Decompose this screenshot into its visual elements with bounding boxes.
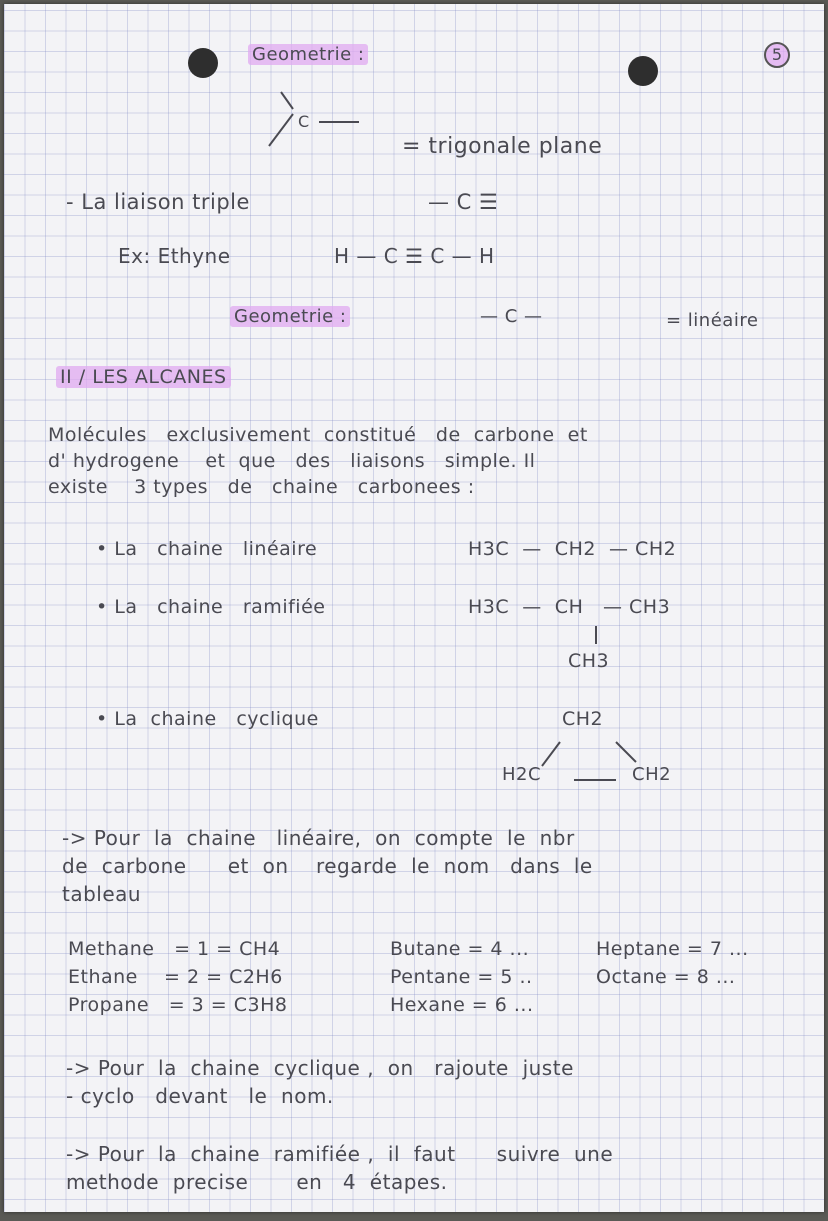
triple-bond-label: - La liaison triple (66, 190, 250, 214)
ethyne-example-label: Ex: Ethyne (118, 244, 231, 268)
intro-line-2: d' hydrogene et que des liaisons simple. Il (48, 450, 536, 472)
section-title: II / LES ALCANES (56, 366, 231, 388)
page-number: 5 (764, 42, 790, 68)
branched-chain-label: • La chaine ramifiée (96, 596, 326, 618)
cyclic-note-line-2: - cyclo devant le nom. (66, 1084, 334, 1108)
branched-note-line-2: methode precise en 4 étapes. (66, 1170, 448, 1194)
binder-hole-left (188, 48, 218, 78)
ethyne-formula: H — C ☰ C — H (334, 244, 495, 268)
intro-line-3: existe 3 types de chaine carbonees : (48, 476, 475, 498)
alkane-methane: Methane = 1 = CH4 (68, 938, 281, 960)
alkane-octane: Octane = 8 ... (596, 966, 736, 988)
notebook-page (4, 4, 824, 1212)
cyclic-right-group: CH2 (632, 764, 672, 785)
alkane-butane: Butane = 4 ... (390, 938, 530, 960)
linear-chain-label: • La chaine linéaire (96, 538, 318, 560)
geometry-title-2: Geometrie : (230, 306, 350, 327)
cyclic-note-line-1: -> Pour la chaine cyclique , on rajoute juste (66, 1056, 574, 1080)
linear-note-line-2: de carbone et on regarde le nom dans le (62, 854, 593, 878)
alkane-ethane: Ethane = 2 = C2H6 (68, 966, 283, 988)
cyclic-left-group: H2C (502, 764, 542, 785)
linear-note-line-1: -> Pour la chaine linéaire, on compte le nbr (62, 826, 575, 850)
linear-result: = linéaire (666, 310, 759, 331)
alkane-heptane: Heptane = 7 ... (596, 938, 749, 960)
binder-hole-right (628, 56, 658, 86)
intro-line-1: Molécules exclusivement constitué de carbone et (48, 424, 588, 446)
alkane-propane: Propane = 3 = C3H8 (68, 994, 288, 1016)
alkane-pentane: Pentane = 5 .. (390, 966, 533, 988)
linear-chain-formula: H3C — CH2 — CH2 (468, 538, 677, 560)
trigonal-carbon: C (298, 112, 310, 131)
alkane-hexane: Hexane = 6 ... (390, 994, 534, 1016)
trigonal-sketch (259, 84, 369, 159)
branched-chain-formula: H3C — CH — CH3 (468, 596, 671, 618)
trigonal-result: = trigonale plane (402, 134, 603, 159)
branched-substituent: CH3 (568, 650, 610, 672)
branched-note-line-1: -> Pour la chaine ramifiée , il faut suivre une (66, 1142, 614, 1166)
cyclic-top-group: CH2 (562, 708, 604, 730)
cyclic-chain-label: • La chaine cyclique (96, 708, 319, 730)
triple-bond-symbol: — C ☰ (428, 190, 499, 214)
branch-bond (595, 626, 597, 644)
geometry-title-1: Geometrie : (248, 44, 368, 65)
linear-shape: — C — (480, 306, 543, 327)
linear-note-line-3: tableau (62, 882, 142, 906)
